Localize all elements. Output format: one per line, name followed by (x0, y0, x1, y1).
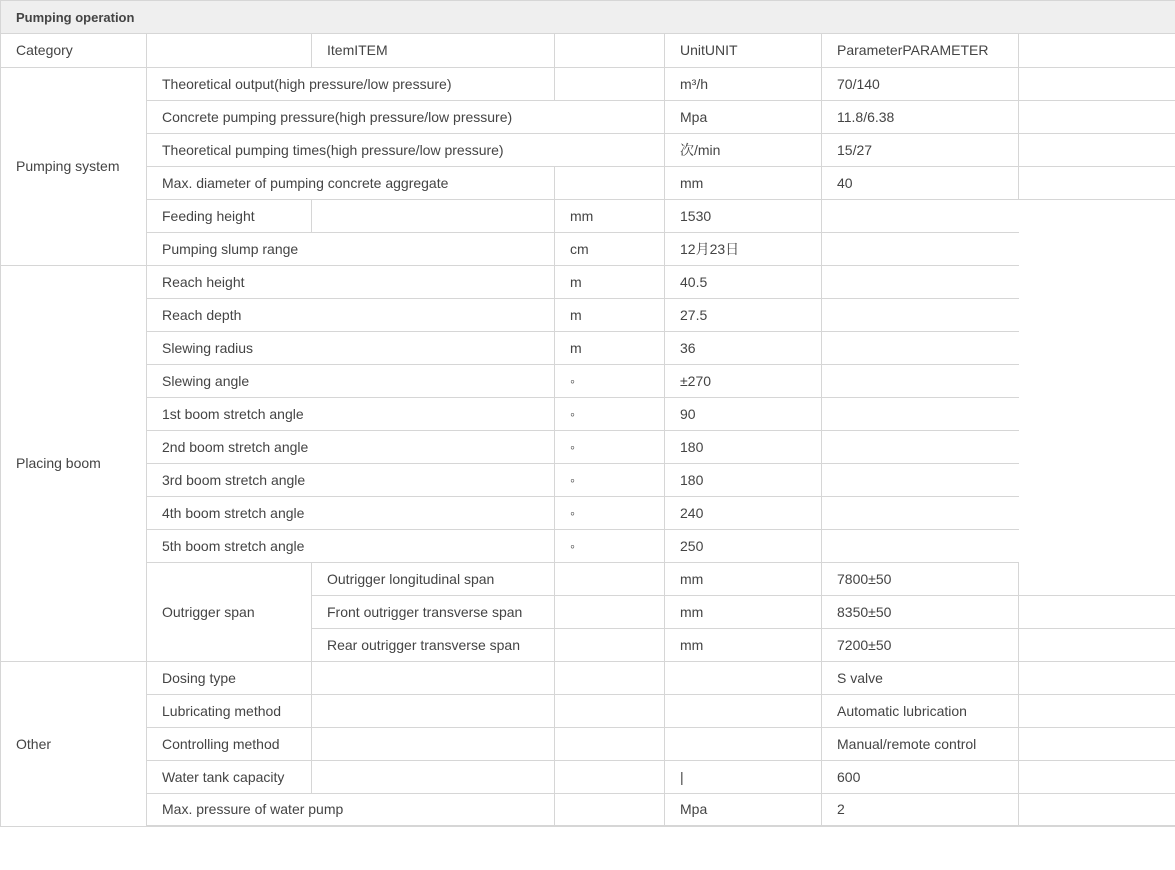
empty-cell (1019, 562, 1175, 595)
table-row (1, 496, 1175, 529)
table-header-row (1, 34, 1175, 67)
table-row (1, 67, 1175, 100)
value-cell: Automatic lubrication (822, 694, 1019, 727)
item-cell: Feeding height (147, 199, 312, 232)
table-row (1, 199, 1175, 232)
empty-cell (555, 628, 665, 661)
item-cell: Slewing angle (147, 364, 555, 397)
category-other: Other (1, 661, 147, 826)
unit-cell: ◦ (555, 529, 665, 562)
unit-cell: mm (665, 595, 822, 628)
table-row (1, 661, 1175, 694)
item-cell: Theoretical output(high pressure/low pressure) (147, 67, 555, 100)
item-cell: Outrigger longitudinal span (312, 562, 555, 595)
empty-cell (555, 727, 665, 760)
category-pumping-system: Pumping system (1, 67, 147, 265)
unit-cell (665, 694, 822, 727)
value-cell: 250 (665, 529, 822, 562)
value-cell: 11.8/6.38 (822, 100, 1019, 133)
unit-cell: | (665, 760, 822, 793)
empty-cell (1019, 727, 1175, 760)
value-cell: 8350±50 (822, 595, 1019, 628)
unit-cell: m³/h (665, 67, 822, 100)
item-cell: Water tank capacity (147, 760, 312, 793)
table-row (1, 529, 1175, 562)
empty-cell (555, 67, 665, 100)
empty-cell (822, 529, 1019, 562)
section-title: Pumping operation (16, 10, 135, 25)
value-cell: 180 (665, 430, 822, 463)
empty-cell (1019, 595, 1175, 628)
item-cell: Theoretical pumping times(high pressure/low pressure) (147, 133, 665, 166)
header-category: Category (1, 34, 147, 67)
unit-cell (665, 727, 822, 760)
empty-cell (555, 661, 665, 694)
unit-cell: 次/min (665, 133, 822, 166)
table-row (1, 463, 1175, 496)
value-cell: 240 (665, 496, 822, 529)
item-cell: Front outrigger transverse span (312, 595, 555, 628)
empty-cell (822, 430, 1019, 463)
item-cell: Pumping slump range (147, 232, 555, 265)
value-cell: 36 (665, 331, 822, 364)
value-cell: 2 (822, 793, 1019, 826)
empty-cell (555, 595, 665, 628)
empty-cell (1019, 166, 1175, 199)
value-cell: 600 (822, 760, 1019, 793)
empty-cell (555, 793, 665, 826)
unit-cell: ◦ (555, 397, 665, 430)
item-cell: Max. pressure of water pump (147, 793, 555, 826)
value-cell: 7200±50 (822, 628, 1019, 661)
item-cell: Reach depth (147, 298, 555, 331)
unit-cell: mm (555, 199, 665, 232)
table-row (1, 331, 1175, 364)
header-item: ItemITEM (312, 34, 555, 67)
value-cell: 12月23日 (665, 232, 822, 265)
empty-cell (1019, 100, 1175, 133)
spec-table (0, 34, 1175, 827)
table-row (1, 727, 1175, 760)
empty-cell (1019, 628, 1175, 661)
table-row (1, 760, 1175, 793)
item-cell: Lubricating method (147, 694, 312, 727)
unit-cell: ◦ (555, 496, 665, 529)
table-row (1, 364, 1175, 397)
empty-cell (1019, 760, 1175, 793)
empty-cell (1019, 661, 1175, 694)
empty-cell (312, 694, 555, 727)
header-unit: UnitUNIT (665, 34, 822, 67)
unit-cell: mm (665, 628, 822, 661)
empty-cell (1019, 793, 1175, 826)
empty-cell (555, 166, 665, 199)
unit-cell: cm (555, 232, 665, 265)
empty-cell (555, 562, 665, 595)
empty-cell (822, 496, 1019, 529)
value-cell: 70/140 (822, 67, 1019, 100)
item-cell: Max. diameter of pumping concrete aggregate (147, 166, 555, 199)
item-cell: 2nd boom stretch angle (147, 430, 555, 463)
header-empty-cell (555, 34, 665, 67)
unit-cell (665, 661, 822, 694)
value-cell: 90 (665, 397, 822, 430)
value-cell: Manual/remote control (822, 727, 1019, 760)
empty-cell (555, 760, 665, 793)
value-cell: 180 (665, 463, 822, 496)
table-row (1, 430, 1175, 463)
item-cell: Controlling method (147, 727, 312, 760)
unit-cell: ◦ (555, 364, 665, 397)
empty-cell (1019, 67, 1175, 100)
empty-cell (822, 232, 1019, 265)
header-empty-cell (1019, 34, 1175, 67)
item-cell: Dosing type (147, 661, 312, 694)
empty-cell (822, 397, 1019, 430)
unit-cell: m (555, 331, 665, 364)
item-cell: 4th boom stretch angle (147, 496, 555, 529)
item-cell: 3rd boom stretch angle (147, 463, 555, 496)
unit-cell: Mpa (665, 793, 822, 826)
value-cell: 27.5 (665, 298, 822, 331)
section-header (0, 0, 1175, 34)
empty-cell (822, 298, 1019, 331)
table-row (1, 793, 1175, 826)
empty-cell (822, 463, 1019, 496)
empty-cell (312, 727, 555, 760)
unit-cell: ◦ (555, 463, 665, 496)
table-row (1, 397, 1175, 430)
table-row (1, 298, 1175, 331)
empty-cell (822, 364, 1019, 397)
subcategory-outrigger-span: Outrigger span (147, 562, 312, 661)
table-row (1, 100, 1175, 133)
empty-cell (822, 199, 1019, 232)
empty-cell (312, 760, 555, 793)
value-cell: ±270 (665, 364, 822, 397)
value-cell: 1530 (665, 199, 822, 232)
table-row (1, 562, 1175, 595)
table-row (1, 265, 1175, 298)
unit-cell: m (555, 265, 665, 298)
table-row (1, 232, 1175, 265)
header-parameter: ParameterPARAMETER (822, 34, 1019, 67)
unit-cell: Mpa (665, 100, 822, 133)
table-row (1, 133, 1175, 166)
value-cell: 40.5 (665, 265, 822, 298)
item-cell: Reach height (147, 265, 555, 298)
empty-cell (822, 331, 1019, 364)
item-cell: Rear outrigger transverse span (312, 628, 555, 661)
empty-cell (1019, 133, 1175, 166)
unit-cell: mm (665, 562, 822, 595)
table-row (1, 166, 1175, 199)
empty-cell (312, 199, 555, 232)
empty-cell (555, 694, 665, 727)
item-cell: 1st boom stretch angle (147, 397, 555, 430)
unit-cell: mm (665, 166, 822, 199)
value-cell: 15/27 (822, 133, 1019, 166)
empty-cell (822, 265, 1019, 298)
category-placing-boom: Placing boom (1, 265, 147, 661)
value-cell: 40 (822, 166, 1019, 199)
unit-cell: ◦ (555, 430, 665, 463)
unit-cell: m (555, 298, 665, 331)
item-cell: 5th boom stretch angle (147, 529, 555, 562)
item-cell: Slewing radius (147, 331, 555, 364)
table-row (1, 694, 1175, 727)
value-cell: 7800±50 (822, 562, 1019, 595)
empty-cell (1019, 694, 1175, 727)
value-cell: S valve (822, 661, 1019, 694)
empty-cell (312, 661, 555, 694)
header-empty-cell (147, 34, 312, 67)
item-cell: Concrete pumping pressure(high pressure/low pressure) (147, 100, 665, 133)
